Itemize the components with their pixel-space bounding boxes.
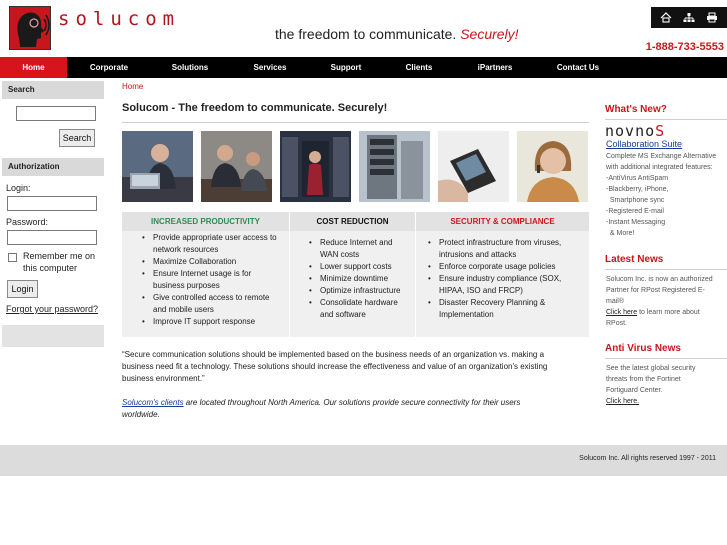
clients-text	[122, 397, 589, 421]
antivirus-news-text	[606, 363, 726, 407]
nav-ipartners[interactable]: iPartners	[477, 63, 513, 72]
quote-line: business need fit a technology. These solutions should increase the effectiveness and value of an organization's existing	[122, 362, 548, 371]
whats-new-line: -AntiVirus AntiSpam	[606, 175, 669, 182]
list-item-line: • Optimize infrastructure	[320, 286, 401, 295]
tagline-main: the freedom to communicate.	[275, 26, 457, 42]
list-item	[308, 297, 416, 321]
forgot-password-link[interactable]: Forgot your password?	[6, 304, 99, 314]
photo-server-rack	[359, 131, 430, 202]
list-item	[141, 268, 291, 292]
password-label: Password:	[6, 217, 49, 227]
tagline-accent: Securely!	[460, 26, 519, 42]
list-item	[427, 297, 587, 321]
search-heading: Search	[2, 81, 104, 99]
tagline	[275, 26, 519, 42]
latest-news-line: Solucom Inc. is now an authorized	[606, 276, 713, 283]
list-item	[141, 292, 291, 316]
benefits-columns	[122, 212, 589, 337]
clients-text-last: worldwide.	[122, 410, 160, 419]
login-button[interactable]: Login	[7, 280, 38, 298]
header	[0, 0, 727, 57]
list-item-line: intrusions and attacks	[439, 250, 517, 259]
search-button[interactable]: Search	[59, 129, 95, 147]
nav-clients[interactable]: Clients	[405, 63, 433, 72]
quote-line: business environment.”	[122, 374, 205, 383]
login-input[interactable]	[7, 196, 97, 211]
list-item-line: • Reduce Internet and	[320, 238, 393, 247]
list-item-line: network resources	[153, 245, 219, 254]
antivirus-click-link[interactable]: Click here.	[606, 398, 640, 405]
main-nav	[0, 57, 727, 78]
remember-label-line2: this computer	[23, 263, 78, 273]
list-item	[427, 273, 587, 297]
column-heading-cost: COST REDUCTION	[316, 217, 389, 226]
list-item	[141, 232, 291, 256]
search-input[interactable]	[16, 106, 96, 121]
list-item-line: • Enforce corporate usage policies	[439, 262, 556, 271]
list-item-line: • Maximize Collaboration	[153, 257, 237, 266]
login-label: Login:	[6, 183, 31, 193]
whats-new-line: & More!	[606, 230, 635, 237]
latest-news-text	[606, 274, 726, 329]
nav-home[interactable]: Home	[0, 57, 67, 78]
antivirus-news-rule	[605, 358, 727, 359]
list-item-line: WAN costs	[320, 250, 360, 259]
list-item-line: • Lower support costs	[320, 262, 392, 271]
photo-meeting	[201, 131, 272, 202]
list-item-line: • Provide appropriate user access to	[153, 233, 277, 242]
utility-icon-bar	[651, 7, 727, 28]
list-item-line: • Protect infrastructure from viruses,	[439, 238, 562, 247]
photo-support-woman	[517, 131, 588, 202]
antivirus-line: threats from the Fortinet	[606, 376, 681, 383]
authorization-heading: Authorization	[2, 158, 104, 176]
sidebar-footer-bar	[2, 325, 104, 347]
whats-new-line: -Registered E-mail	[606, 208, 664, 215]
quote-line: “Secure communication solutions should be implemented based on the business needs of an organization vs. making a	[122, 350, 545, 359]
list-item-line: business purposes	[153, 281, 220, 290]
latest-news-after: to learn more about	[637, 309, 700, 316]
footer	[0, 445, 727, 476]
photo-smartphone	[438, 131, 509, 202]
whats-new-text	[606, 151, 726, 239]
list-item	[141, 256, 291, 268]
latest-news-line: Partner for RPost Registered E-	[606, 287, 705, 294]
list-item	[308, 237, 416, 261]
whats-new-line: Complete MS Exchange Alternative	[606, 153, 717, 160]
list-item-line: HIPAA, ISO and FRCP)	[439, 286, 523, 295]
photo-server-room-woman	[280, 131, 351, 202]
nav-contact-us[interactable]: Contact Us	[556, 63, 600, 72]
whats-new-line: -Blackberry, iPhone,	[606, 186, 669, 193]
novnos-logo-text: novno	[605, 122, 656, 140]
sitemap-icon[interactable]	[683, 12, 695, 23]
print-icon[interactable]	[706, 12, 718, 23]
list-item	[308, 261, 416, 273]
list-item-line: • Disaster Recovery Planning &	[439, 298, 546, 307]
list-item-line: • Consolidate hardware	[320, 298, 398, 307]
logo-wordmark[interactable]: solucom	[58, 8, 181, 30]
list-item-line: • Minimize downtime	[320, 274, 389, 283]
novnos-logo[interactable]	[605, 122, 665, 140]
column-heading-security: SECURITY & COMPLIANCE	[450, 217, 555, 226]
whats-new-heading: What's New?	[605, 104, 667, 115]
cost-list	[308, 237, 416, 321]
phone-number: 1-888-733-5553	[645, 41, 724, 53]
remember-label-line1: Remember me on	[23, 251, 96, 261]
whats-new-line: -Instant Messaging	[606, 219, 666, 226]
list-item	[427, 237, 587, 261]
copyright: Solucom Inc. All rights reserved 1997 - 2011	[579, 455, 716, 462]
password-input[interactable]	[7, 230, 97, 245]
list-item	[427, 261, 587, 273]
photo-laptop-man	[122, 131, 193, 202]
list-item	[308, 273, 416, 285]
list-item-line: and software	[320, 310, 366, 319]
list-item-line: • Ensure industry compliance (SOX,	[439, 274, 562, 283]
quote-text	[122, 349, 589, 385]
clients-link[interactable]: Solucom's clients	[122, 398, 184, 407]
whats-new-line: Smartphone sync	[606, 197, 665, 204]
page-title: Solucom - The freedom to communicate. Securely!	[122, 102, 388, 114]
latest-news-rule	[605, 269, 727, 270]
clients-text-rest: are located throughout North America. Our solutions provide secure connectivity for their users	[183, 398, 521, 407]
list-item-line: • Ensure Internet usage is for	[153, 269, 252, 278]
list-item-line: Implementation	[439, 310, 494, 319]
collaboration-suite-link[interactable]: Collaboration Suite	[606, 139, 683, 149]
latest-news-last: RPost.	[606, 320, 628, 327]
list-item	[308, 285, 416, 297]
list-item-line: and mobile users	[153, 305, 214, 314]
novnos-logo-accent: S	[655, 122, 666, 140]
list-item-line: • Improve IT support response	[153, 317, 256, 326]
latest-news-heading: Latest News	[605, 254, 664, 265]
latest-news-line: mail®	[606, 298, 624, 305]
antivirus-line: See the latest global security	[606, 365, 696, 372]
column-heading-productivity: INCREASED PRODUCTIVITY	[151, 217, 260, 226]
antivirus-line: Fortiguard Center.	[606, 387, 663, 394]
productivity-list	[141, 232, 291, 328]
nav-corporate[interactable]: Corporate	[89, 63, 129, 72]
nav-support[interactable]: Support	[330, 63, 362, 72]
nav-services[interactable]: Services	[253, 63, 287, 72]
antivirus-news-heading: Anti Virus News	[605, 343, 681, 354]
remember-checkbox[interactable]	[8, 253, 17, 262]
latest-news-click-link[interactable]: Click here	[606, 309, 638, 316]
security-list	[427, 237, 587, 321]
title-divider	[122, 122, 589, 123]
logo-head-icon[interactable]	[9, 6, 51, 50]
home-icon[interactable]	[660, 12, 672, 23]
list-item-line: • Give controlled access to remote	[153, 293, 270, 302]
nav-solutions[interactable]: Solutions	[171, 63, 209, 72]
whats-new-line: with additional integrated features:	[606, 164, 713, 171]
list-item	[141, 316, 291, 328]
whats-new-rule	[605, 119, 727, 120]
breadcrumb[interactable]: Home	[122, 82, 144, 91]
